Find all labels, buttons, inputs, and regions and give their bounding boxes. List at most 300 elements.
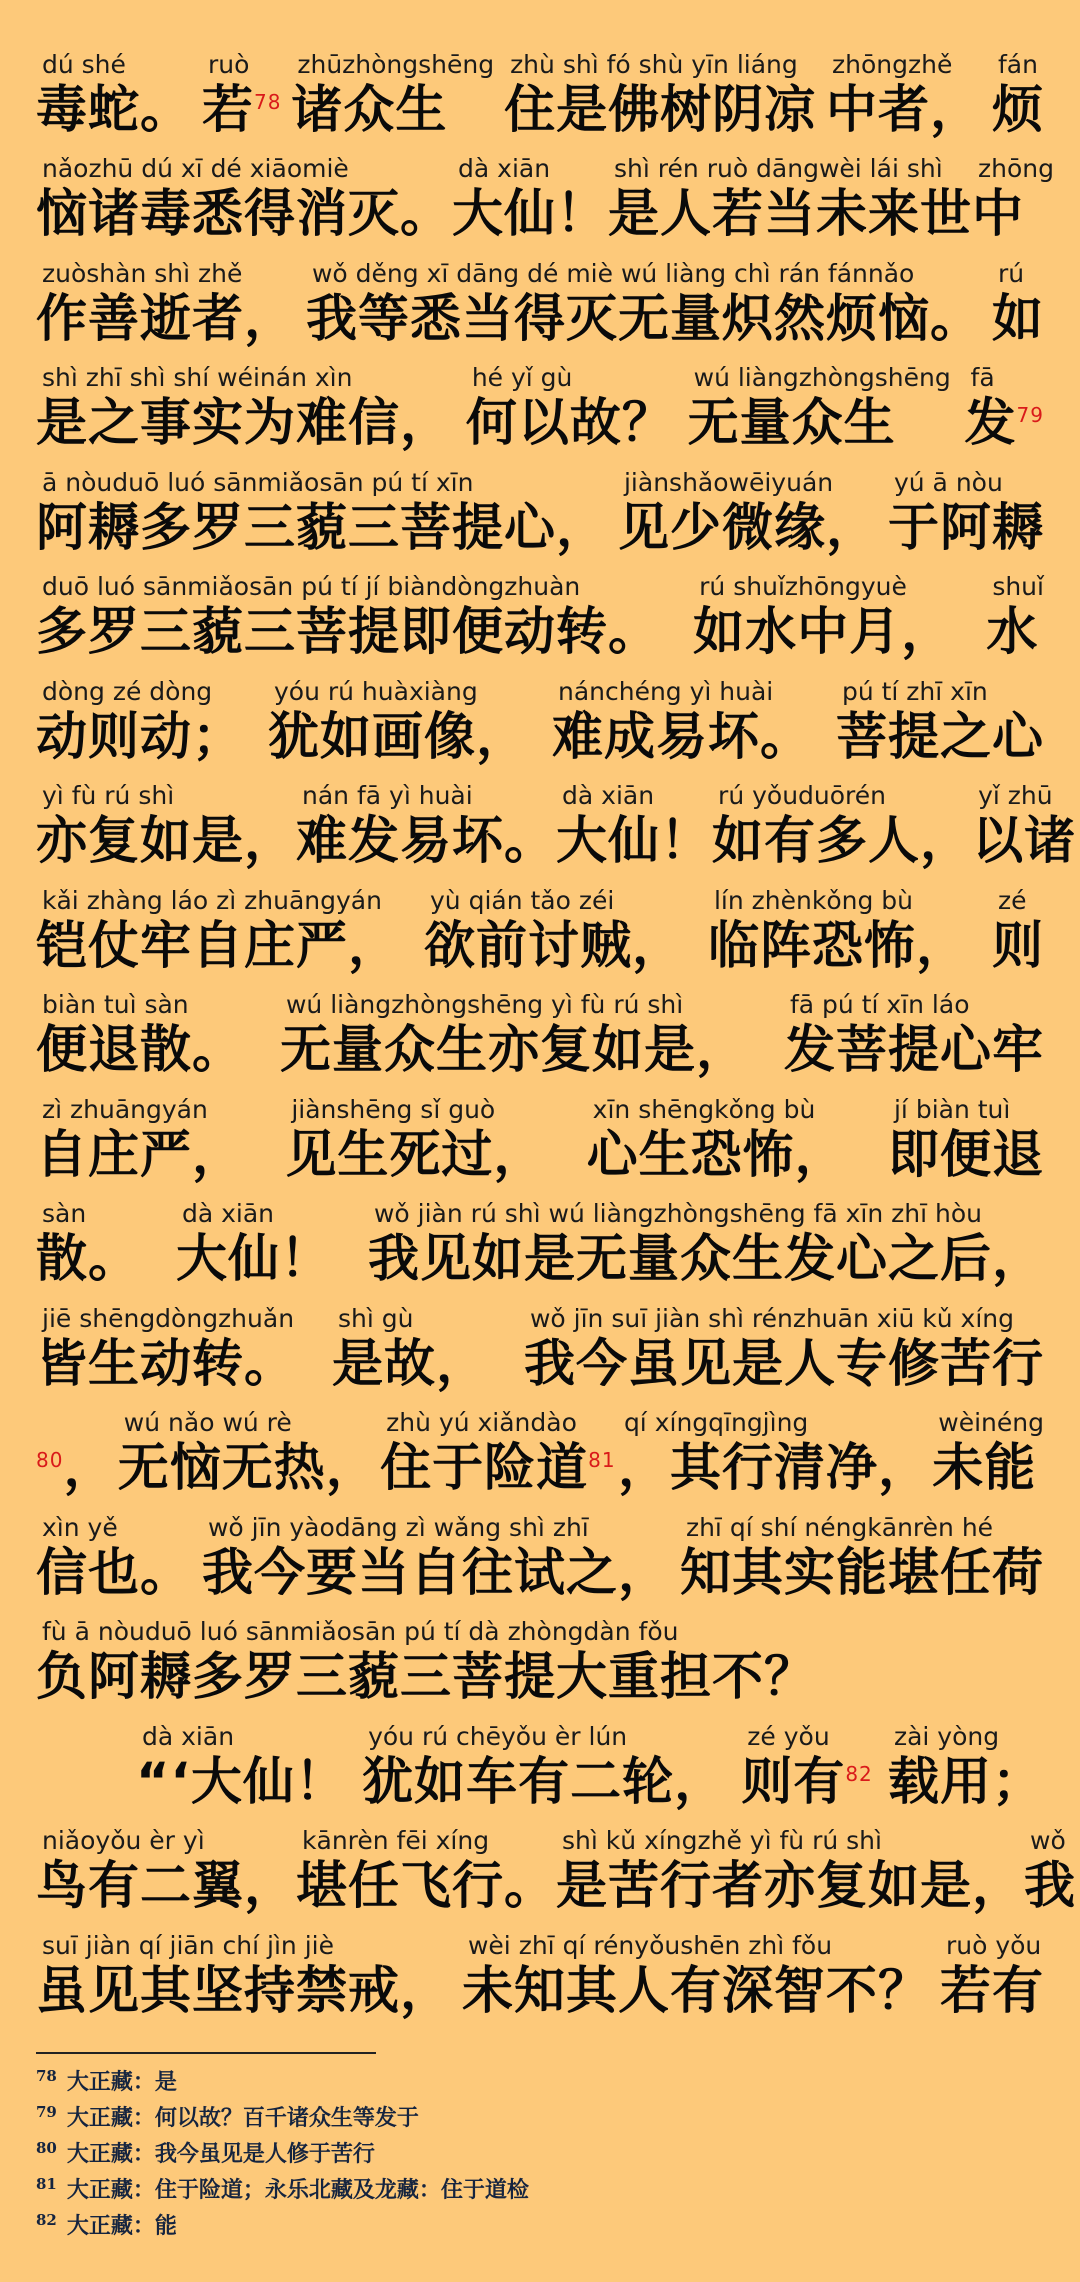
hanzi-text: 难发易坏。 [296, 812, 557, 871]
hanzi-text: 虽见其坚持禁戒， [36, 1961, 453, 2021]
pinyin-text: niǎoyǒu èr yì [42, 1826, 205, 1855]
hanzi-text-wrap [741, 1753, 872, 1813]
pinyin-text: rú [997, 258, 1025, 288]
pinyin-text: zhōngzhě [832, 49, 953, 79]
annotated-phrase [693, 571, 953, 663]
text-line [36, 559, 1044, 664]
hanzi-text-wrap [556, 1857, 1024, 1917]
pinyin-text: kǎi zhàng láo zì zhuāngyán [42, 885, 382, 915]
annotated-phrase [36, 1512, 192, 1604]
pinyin-text: nán fā yì huài [302, 781, 473, 810]
annotated-phrase [741, 1721, 872, 1813]
annotated-phrase [618, 1407, 930, 1499]
pinyin-text: shuǐ [992, 572, 1044, 601]
hanzi-text-wrap [552, 708, 812, 768]
hanzi-text-wrap [285, 1126, 545, 1186]
hanzi-text: 信也。 [36, 1543, 193, 1603]
hanzi-text: 我今要当自往试之， [201, 1543, 670, 1603]
pinyin-text: dú shé [42, 49, 126, 79]
footnotes [36, 2064, 529, 2244]
hanzi-text-wrap [1024, 1857, 1076, 1917]
pinyin-text: zài yòng [893, 1721, 1000, 1751]
hanzi-text-wrap [36, 812, 296, 872]
annotated-phrase [291, 49, 494, 141]
pinyin-text: dà xiān [181, 1199, 275, 1228]
hanzi-text-wrap [618, 499, 878, 559]
hanzi-text: 恼诸毒悉得消灭。 [36, 185, 453, 244]
pinyin-text: qí xíngqīngjìng [623, 1408, 809, 1437]
pinyin-text [36, 1407, 42, 1439]
pinyin-text: wú nǎo wú rè [123, 1408, 292, 1437]
hanzi-text-wrap [992, 290, 1044, 350]
hanzi-text: “‘大仙！ [136, 1752, 347, 1812]
hanzi-text-wrap [680, 1544, 1044, 1604]
pinyin-text: yóu rú chēyǒu èr lún [368, 1721, 628, 1751]
annotated-phrase [708, 885, 968, 977]
hanzi-text: 犹如画像， [267, 707, 528, 767]
pinyin-text: wǒ [1030, 1826, 1066, 1855]
pinyin-text: fā [970, 363, 995, 392]
footnote-marker[interactable]: 79 [1016, 403, 1044, 427]
text-line [36, 1604, 1044, 1709]
annotated-phrase [992, 49, 1044, 141]
hanzi-text-wrap [36, 1126, 244, 1186]
pinyin-text: shì zhī shì shí wéinán xìn [42, 363, 353, 392]
hanzi-text-wrap [826, 81, 982, 141]
footnote-text: 大正藏：何以故？百千诸众生等发于 [66, 2105, 419, 2131]
pinyin-text: zhù shì fó shù yīn liáng [510, 49, 798, 79]
hanzi-text-wrap [940, 1962, 1044, 2022]
annotated-phrase [986, 571, 1044, 663]
hanzi-text-wrap [452, 185, 608, 245]
hanzi-text-wrap [36, 1962, 452, 2022]
annotated-phrase [972, 153, 1054, 245]
footnote-marker[interactable]: 82 [845, 1761, 873, 1786]
hanzi-text-wrap [587, 1126, 847, 1186]
pinyin-text: dòng zé dòng [42, 676, 213, 706]
pinyin-text: wǒ děng xī dāng dé miè wú liàng chì rán fánnǎo [311, 258, 915, 288]
hanzi-text-wrap [708, 917, 968, 977]
annotated-phrase [296, 780, 556, 872]
hanzi-text: 毒蛇。 [36, 80, 193, 140]
annotated-phrase [608, 153, 972, 245]
hanzi-text-wrap [368, 1230, 1044, 1290]
hanzi-text-wrap [306, 290, 982, 350]
pinyin-text: wǒ jīn suī jiàn shì rénzhuān xiū kǔ xíng [529, 1303, 1015, 1333]
hanzi-text-wrap [36, 603, 660, 663]
pinyin-text: biàn tuì sàn [42, 990, 189, 1019]
hanzi-text-wrap [784, 1021, 1044, 1081]
annotated-phrase [552, 676, 812, 768]
hanzi-text: 于阿耨 [887, 498, 1044, 558]
annotated-phrase [202, 49, 281, 141]
hanzi-text: 未知其人有深智不？ [461, 1961, 930, 2021]
annotated-phrase [36, 467, 608, 559]
hanzi-text-wrap [36, 81, 192, 141]
hanzi-text: 中 [972, 185, 1025, 244]
pinyin-text: dà xiān [562, 781, 655, 810]
pinyin-text: shì gù [337, 1303, 414, 1333]
pinyin-text: kānrèn fēi xíng [302, 1826, 490, 1855]
text-line [36, 977, 1044, 1082]
hanzi-text-wrap [693, 603, 953, 663]
annotated-phrase [268, 676, 528, 768]
annotated-phrase [1024, 1825, 1076, 1917]
annotated-phrase [556, 780, 712, 872]
pinyin-text: yì fù rú shì [42, 781, 175, 810]
hanzi-text: 水 [986, 603, 1039, 662]
hanzi-text-wrap [176, 1230, 332, 1290]
footnote-item [36, 2100, 529, 2136]
hanzi-text-wrap [932, 1439, 1036, 1499]
text-line [36, 245, 1044, 350]
pinyin-text: zhù yú xiǎndào [386, 1408, 577, 1437]
hanzi-text-wrap [36, 1439, 115, 1499]
pinyin-text: yú ā nòu [893, 467, 1003, 497]
annotated-phrase [36, 153, 452, 245]
hanzi-text-wrap [332, 1335, 488, 1395]
hanzi-text: 心生恐怖， [586, 1125, 847, 1185]
pinyin-text: dà xiān [458, 154, 551, 183]
footnote-text: 大正藏：住于险道；永乐北藏及龙藏：住于道检 [66, 2177, 529, 2203]
annotated-phrase [362, 1721, 726, 1813]
hanzi-text: 知其实能堪任荷 [679, 1543, 1044, 1603]
hanzi-text-wrap [462, 1962, 930, 2022]
hanzi-text-wrap [504, 81, 816, 141]
pinyin-text: zé yǒu [747, 1721, 830, 1751]
hanzi-text: 诸众生 [291, 80, 448, 140]
text-line [36, 768, 1077, 873]
hanzi-text-wrap [972, 812, 1076, 872]
hanzi-text: 我今虽见是人专修苦行 [523, 1334, 1044, 1394]
annotated-phrase [36, 571, 660, 663]
annotated-phrase [202, 1512, 670, 1604]
hanzi-text: 载用； [887, 1752, 1044, 1812]
pinyin-text: wǒ jīn yàodāng zì wǎng shì zhī [207, 1512, 589, 1542]
hanzi-text-wrap [972, 185, 1024, 245]
hanzi-text: 自庄严， [36, 1125, 245, 1185]
hanzi-text-wrap [268, 708, 528, 768]
hanzi-text: 大仙！ [556, 812, 713, 871]
hanzi-text-wrap [36, 185, 452, 245]
pinyin-text: nánchéng yì huài [557, 676, 774, 706]
hanzi-text: 散。 [36, 1230, 141, 1289]
hanzi-text-wrap [362, 1753, 726, 1813]
hanzi-text-wrap [608, 185, 972, 245]
hanzi-text-wrap [36, 1857, 296, 1917]
pinyin-text: sàn [42, 1199, 87, 1228]
annotated-phrase [36, 989, 244, 1081]
annotated-phrase [784, 989, 1044, 1081]
annotated-phrase [36, 1198, 140, 1290]
hanzi-text: 动则动； [36, 707, 245, 767]
hanzi-text-wrap [992, 81, 1044, 141]
text-line [36, 1186, 1044, 1291]
pinyin-text: wú liàngzhòngshēng [693, 363, 951, 392]
hanzi-text-wrap [36, 290, 296, 350]
pinyin-text: fù ā nòuduō luó sānmiǎosān pú tí dà zhòngdàn fǒu [42, 1617, 679, 1646]
hanzi-text-wrap [556, 812, 712, 872]
pinyin-text: wèinéng [938, 1408, 1044, 1437]
hanzi-text-wrap [992, 917, 1044, 977]
hanzi-text: 大仙！ [175, 1230, 332, 1289]
hanzi-text-wrap [202, 81, 281, 141]
pinyin-text: pú tí zhī xīn [841, 676, 988, 706]
pinyin-text: zì zhuāngyán [42, 1094, 208, 1124]
footnote-item [36, 2208, 529, 2244]
hanzi-text-wrap [986, 603, 1038, 663]
pinyin-text: wǒ jiàn rú shì wú liàngzhòngshēng fā xīn zhī hòu [373, 1199, 982, 1228]
text-line [36, 36, 1044, 141]
hanzi-text: 如 [991, 289, 1044, 349]
hanzi-text: 我见如是无量众生发心之后， [367, 1230, 1044, 1289]
hanzi-text: 见少微缘， [617, 498, 878, 558]
pinyin-text: suī jiàn qí jiān chí jìn jiè [42, 1930, 334, 1960]
hanzi-text-wrap [712, 812, 972, 872]
hanzi-text: 阿耨多罗三藐三菩提心， [36, 498, 609, 558]
pinyin-text: ā nòuduō luó sānmiǎosān pú tí xīn [42, 467, 474, 497]
hanzi-text: 则 [991, 916, 1044, 976]
hanzi-text-wrap [118, 1439, 378, 1499]
hanzi-text: 见生死过， [285, 1125, 546, 1185]
hanzi-text: ，其行清净， [617, 1439, 930, 1498]
hanzi-text-wrap [888, 499, 1044, 559]
footnote-number: 81 [36, 2174, 57, 2193]
hanzi-text-wrap [466, 394, 674, 454]
annotated-phrase [504, 49, 816, 141]
hanzi-text: 铠仗牢自庄严， [36, 916, 401, 976]
text-line [36, 1708, 1044, 1813]
hanzi-text-wrap [688, 394, 896, 454]
hanzi-text-wrap [280, 1021, 748, 1081]
pinyin-text: shì kǔ xíngzhě yì fù rú shì [562, 1826, 882, 1855]
text-line [36, 350, 1044, 455]
annotated-phrase [36, 362, 452, 454]
text-line [36, 1395, 1044, 1500]
annotated-phrase [992, 885, 1044, 977]
pinyin-text: xìn yě [42, 1512, 118, 1542]
pinyin-text: jiànshēng sǐ guò [291, 1094, 496, 1124]
hanzi-text: 临阵恐怖， [707, 916, 968, 976]
annotated-phrase [556, 1825, 1024, 1917]
hanzi-text: 亦复如是， [36, 812, 297, 871]
text-line [36, 141, 1055, 246]
annotated-phrase [836, 676, 1044, 768]
annotated-phrase [932, 1407, 1044, 1499]
annotated-phrase [36, 780, 296, 872]
annotated-phrase [36, 1930, 452, 2022]
footnote-number: 82 [36, 2210, 57, 2229]
annotated-phrase [524, 1303, 1044, 1395]
annotated-phrase [36, 1616, 816, 1708]
annotated-phrase [136, 1721, 347, 1813]
hanzi-text: 住是佛树阴凉 [504, 80, 817, 140]
annotated-phrase [285, 1094, 545, 1186]
hanzi-text: 是苦行者亦复如是， [556, 1857, 1025, 1916]
pinyin-text: xīn shēngkǒng bù [592, 1094, 816, 1124]
hanzi-text-wrap [136, 1753, 347, 1813]
annotated-phrase [888, 1094, 1044, 1186]
hanzi-text-wrap [291, 81, 447, 141]
annotated-phrase [680, 1512, 1044, 1604]
annotated-phrase [280, 989, 748, 1081]
text-line [36, 1081, 1044, 1186]
pinyin-text: wú liàngzhòngshēng yì fù rú shì [285, 990, 684, 1019]
pinyin-text: yóu rú huàxiàng [273, 676, 478, 706]
hanzi-text-wrap [296, 812, 556, 872]
pinyin-text: hé yǐ gù [471, 363, 573, 392]
text-line [36, 1290, 1044, 1395]
annotated-phrase [380, 1407, 615, 1499]
text-line [36, 1917, 1044, 2022]
text-body [36, 36, 1077, 2022]
annotated-phrase [36, 1303, 296, 1395]
hanzi-text: 多罗三藐三菩提即便动转。 [36, 603, 661, 662]
hanzi-text: 欲前讨贼， [423, 916, 684, 976]
pinyin-text: shì rén ruò dāngwèi lái shì [614, 154, 943, 183]
hanzi-text: 发 [964, 394, 1017, 453]
annotated-phrase [176, 1198, 332, 1290]
hanzi-text: 若有 [939, 1961, 1044, 2021]
hanzi-text: 如有多人， [712, 812, 973, 871]
annotated-phrase [992, 258, 1044, 350]
pinyin-text: duō luó sānmiǎosān pú tí jí biàndòngzhuàn [42, 572, 581, 601]
pinyin-text: zuòshàn shì zhě [42, 258, 243, 288]
hanzi-text-wrap [36, 394, 452, 454]
footnote-text: 大正藏：我今虽见是人修于苦行 [66, 2141, 375, 2167]
annotated-phrase [452, 153, 608, 245]
annotated-phrase [466, 362, 674, 454]
hanzi-text-wrap [36, 1021, 244, 1081]
footnote-marker[interactable]: 80 [36, 1448, 64, 1472]
footnote-text: 大正藏：能 [66, 2213, 177, 2239]
annotated-phrase [36, 676, 244, 768]
pinyin-text: rú shuǐzhōngyuè [699, 572, 907, 601]
annotated-phrase [888, 467, 1044, 559]
annotated-phrase [368, 1198, 1044, 1290]
hanzi-text: 是之事实为难信， [36, 394, 453, 453]
annotated-phrase [888, 1721, 1044, 1813]
footnote-item [36, 2172, 529, 2208]
pinyin-text: yù qián tǎo zéi [429, 885, 615, 915]
hanzi-text: 是人若当未来世 [608, 185, 973, 244]
hanzi-text: 大仙！ [452, 185, 609, 244]
hanzi-text: 发菩提心牢 [783, 1021, 1044, 1080]
pinyin-text: rú yǒuduōrén [718, 781, 887, 810]
annotated-phrase [462, 1930, 930, 2022]
annotated-phrase [36, 1825, 296, 1917]
hanzi-text: 未能 [932, 1439, 1037, 1498]
hanzi-text: 难成易坏。 [551, 707, 812, 767]
hanzi-text: ， [63, 1439, 116, 1498]
footnote-number: 79 [36, 2102, 57, 2121]
hanzi-text-wrap [36, 499, 608, 559]
hanzi-text-wrap [296, 1857, 556, 1917]
hanzi-text-wrap [618, 1439, 930, 1499]
pinyin-text: jí biàn tuì [893, 1094, 1011, 1124]
annotated-phrase [826, 49, 982, 141]
annotated-phrase [296, 1825, 556, 1917]
hanzi-text-wrap [36, 1544, 192, 1604]
hanzi-text: 便退散。 [36, 1021, 245, 1080]
pinyin-text: fā pú tí xīn láo [789, 990, 970, 1019]
annotated-phrase [36, 258, 296, 350]
pinyin-text: zhī qí shí néngkānrèn hé [685, 1512, 994, 1542]
hanzi-text: 犹如车有二轮， [362, 1752, 727, 1812]
hanzi-text: 中者， [826, 80, 983, 140]
pinyin-text: nǎozhū dú xī dé xiāomiè [42, 154, 349, 183]
text-line [36, 1813, 1077, 1918]
hanzi-text-wrap [36, 1230, 140, 1290]
annotated-phrase [587, 1094, 847, 1186]
hanzi-text-wrap [836, 708, 1044, 768]
hanzi-text-wrap [36, 917, 400, 977]
footnote-divider [36, 2052, 376, 2054]
pinyin-text: jiànshǎowēiyuán [623, 467, 834, 497]
pinyin-text: ruò [207, 49, 250, 79]
annotated-phrase [306, 258, 982, 350]
hanzi-text-wrap [424, 917, 684, 977]
pinyin-text: zé [997, 885, 1027, 915]
hanzi-text: 我 [1024, 1857, 1077, 1916]
hanzi-text: 何以故？ [465, 394, 674, 453]
pinyin-text: wèi zhī qí rényǒushēn zhì fǒu [467, 1930, 833, 1960]
text-line [36, 872, 1044, 977]
hanzi-text: 无恼无热， [117, 1439, 378, 1498]
hanzi-text: 如水中月， [693, 603, 954, 662]
hanzi-text-wrap [524, 1335, 1044, 1395]
footnote-marker[interactable]: 78 [253, 89, 282, 114]
annotated-phrase [36, 49, 192, 141]
hanzi-text-wrap [888, 1126, 1044, 1186]
hanzi-text: 无量众生 [687, 394, 896, 453]
hanzi-text: 以诸 [972, 812, 1077, 871]
hanzi-text: 菩提之心 [835, 707, 1044, 767]
pinyin-text: zhūzhòngshēng [297, 49, 495, 79]
pinyin-text: lín zhènkǒng bù [713, 885, 913, 915]
annotated-phrase [940, 1930, 1044, 2022]
text-line [36, 663, 1044, 768]
hanzi-text-wrap [36, 1335, 296, 1395]
hanzi-text-wrap [36, 708, 244, 768]
annotated-phrase [688, 362, 951, 454]
hanzi-text: 鸟有二翼， [36, 1857, 297, 1916]
footnote-text: 大正藏：是 [66, 2069, 177, 2095]
hanzi-text-wrap [888, 1753, 1044, 1813]
pinyin-text: fán [997, 49, 1038, 79]
hanzi-text: 作善逝者， [36, 289, 297, 349]
pinyin-text: zhōng [978, 154, 1055, 183]
footnote-number: 78 [36, 2066, 57, 2085]
annotated-phrase [424, 885, 684, 977]
pinyin-text: ruò yǒu [945, 1930, 1042, 1960]
footnote-number: 80 [36, 2138, 57, 2157]
text-line [36, 454, 1044, 559]
annotated-phrase [36, 1094, 244, 1186]
hanzi-text: 则有 [741, 1752, 846, 1812]
hanzi-text: 是故， [331, 1334, 488, 1394]
annotated-phrase [965, 362, 1044, 454]
text-line [36, 1499, 1044, 1604]
annotated-phrase [332, 1303, 488, 1395]
annotated-phrase [36, 1407, 115, 1499]
annotated-phrase [972, 780, 1076, 872]
hanzi-text: 堪任飞行。 [296, 1857, 557, 1916]
footnote-marker[interactable]: 81 [588, 1448, 616, 1472]
hanzi-text: 若 [201, 80, 254, 140]
annotated-phrase [36, 885, 400, 977]
hanzi-text: 我等悉当得灭无量炽然烦恼。 [305, 289, 982, 349]
